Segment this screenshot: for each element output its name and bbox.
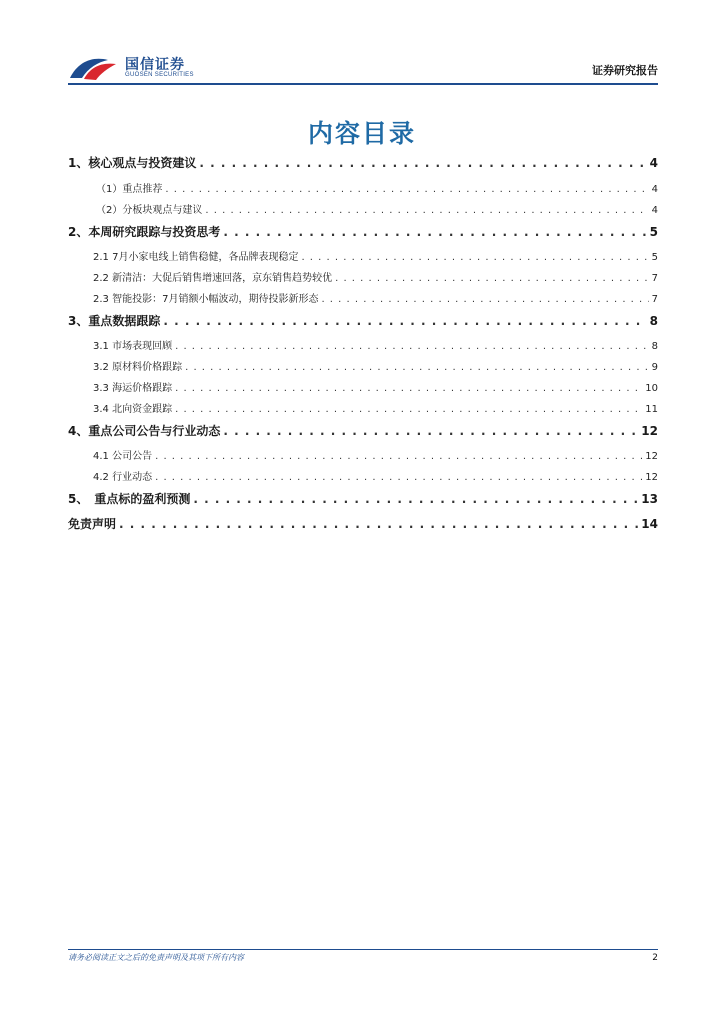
toc-dot-leader [175,341,649,352]
guosen-logo [68,50,228,84]
toc-entry-page: 12 [641,424,658,438]
toc-dot-leader [205,205,648,216]
toc-dot-leader [199,156,646,170]
toc-entry-label: 4.1 公司公告 [93,451,153,462]
toc-entry-label: 4、重点公司公告与行业动态 [68,424,221,438]
toc-entry-label: 2.1 7月小家电线上销售稳健，各品牌表现稳定 [93,252,299,263]
toc-entry-page: 4 [651,184,658,195]
footer-divider [68,949,658,950]
logo-text-cn: 国信证券 [125,57,185,73]
toc-entry-label: （1）重点推荐 [96,184,163,195]
toc-dot-leader [163,314,646,328]
toc-dot-leader [165,184,648,195]
toc-entry-page: 13 [641,492,658,506]
toc-entry-page: 4 [651,205,658,216]
toc-entry-page: 12 [645,472,658,483]
toc-entry-label: 5、 重点标的盈利预测 [68,492,191,506]
toc-entry-2-1[interactable] [68,248,658,268]
toc-entry-label: 3.3 海运价格跟踪 [93,383,173,394]
toc-entry-label: 4.2 行业动态 [93,472,153,483]
toc-entry-4-1[interactable] [68,447,658,467]
toc-entry-4[interactable] [68,422,658,442]
toc-entry-1-2[interactable] [68,201,658,221]
toc-entry-5[interactable] [68,490,658,510]
toc-entry-3-1[interactable] [68,337,658,357]
toc-entry-4-2[interactable] [68,468,658,488]
toc-entry-label: 免责声明 [68,517,117,531]
toc-dot-leader [119,517,638,531]
toc-entry-label: 3.1 市场表现回顾 [93,341,173,352]
document-type-label: 证券研究报告 [592,64,658,77]
toc-dot-leader [321,294,648,305]
toc-dot-leader [175,383,642,394]
toc-entry-page: 10 [645,383,658,394]
logo-text-en: GUOSEN SECURITIES [125,72,194,78]
toc-entry-label: 3.4 北向资金跟踪 [93,404,173,415]
toc-entry-page: 11 [645,404,658,415]
toc-dot-leader [193,492,638,506]
toc-entry-page: 7 [651,273,658,284]
toc-dot-leader [301,252,648,263]
toc-entry-label: 2、本周研究跟踪与投资思考 [68,225,221,239]
page-number: 2 [652,953,658,963]
toc-dot-leader [155,451,642,462]
toc-entry-page: 8 [649,314,658,328]
toc-entry-label: 3.2 原材料价格跟踪 [93,362,183,373]
guosen-logo-icon [68,52,120,82]
toc-entry-page: 12 [645,451,658,462]
toc-entry-3-2[interactable] [68,358,658,378]
page-header [68,50,658,84]
toc-entry-label: 2.2 新清洁：大促后销售增速回落，京东销售趋势较优 [93,273,333,284]
toc-entry-page: 14 [641,517,658,531]
toc-dot-leader [223,225,646,239]
toc-entry-label: （2）分板块观点与建议 [96,205,203,216]
toc-entry-label: 2.3 智能投影：7月销额小幅波动，期待投影新形态 [93,294,319,305]
toc-entry-2-3[interactable] [68,290,658,310]
toc-entry-1-1[interactable] [68,180,658,200]
toc-dot-leader [175,404,642,415]
toc-entry-page: 8 [651,341,658,352]
toc-entry-1[interactable] [68,154,658,174]
toc-entry-label: 1、核心观点与投资建议 [68,156,197,170]
footer-disclaimer-note: 请务必阅读正文之后的免责声明及其项下所有内容 [68,953,244,962]
toc-entry-3-3[interactable] [68,379,658,399]
toc-entry-3-4[interactable] [68,400,658,420]
toc-dot-leader [155,472,642,483]
toc-title: 内容目录 [307,119,416,148]
header-divider [68,83,658,85]
toc-entry-page: 5 [649,225,658,239]
toc-entry-page: 5 [651,252,658,263]
toc-entry-3[interactable] [68,312,658,332]
toc-entry-disclaimer[interactable] [68,515,658,535]
toc-dot-leader [223,424,638,438]
toc-entry-2-2[interactable] [68,269,658,289]
toc-entry-page: 4 [649,156,658,170]
toc-dot-leader [335,273,649,284]
toc-entry-page: 7 [651,294,658,305]
toc-entry-label: 3、重点数据跟踪 [68,314,161,328]
toc-entry-2[interactable] [68,223,658,243]
toc-entry-page: 9 [651,362,658,373]
toc-dot-leader [185,362,649,373]
